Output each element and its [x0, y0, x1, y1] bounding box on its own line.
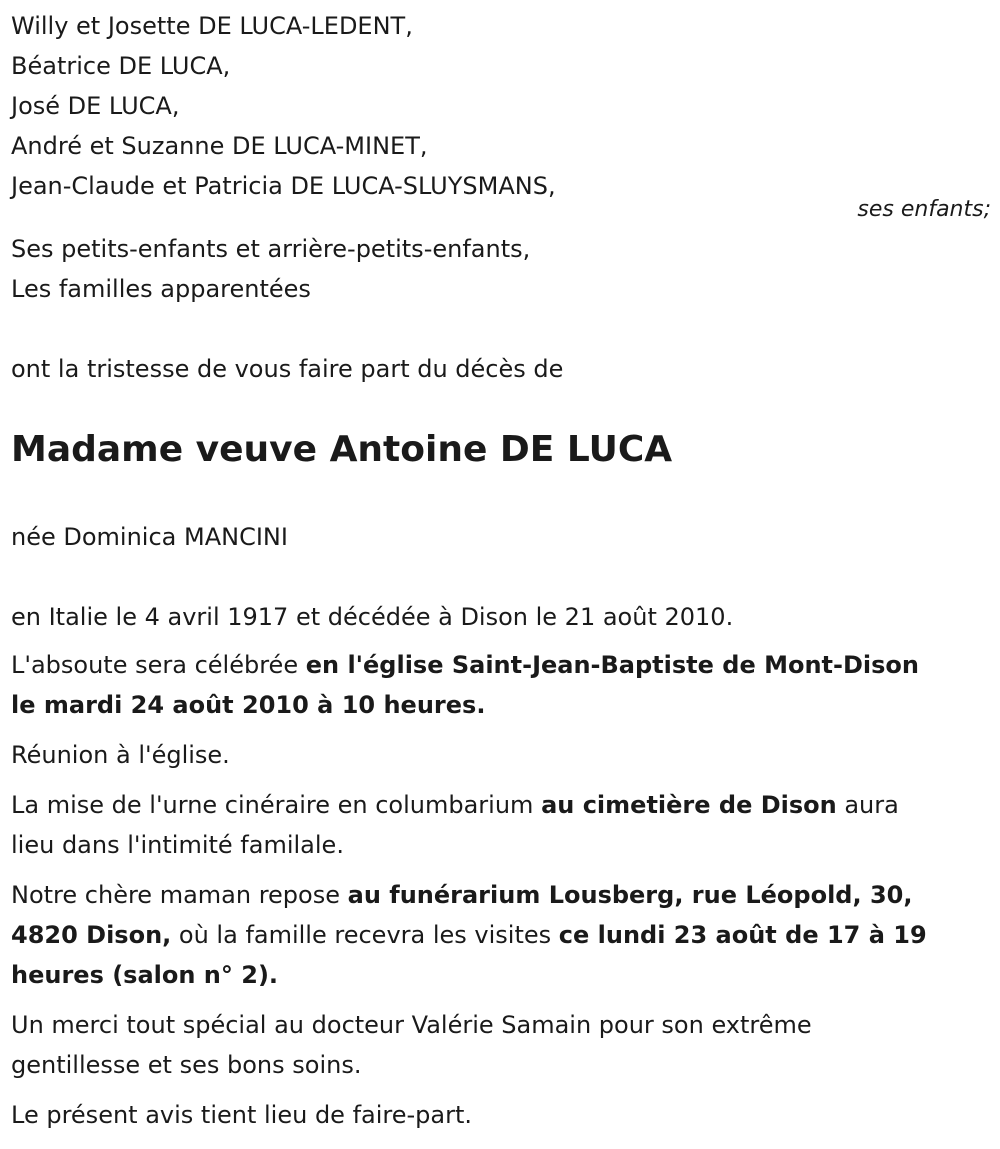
family-line: Béatrice DE LUCA, [11, 52, 231, 80]
absoute-date-line [11, 685, 485, 725]
closing-text: Le présent avis tient lieu de faire-part. [11, 1101, 473, 1129]
family-line: Willy et Josette DE LUCA-LEDENT, [11, 12, 413, 40]
thanks-line: Un merci tout spécial au docteur Valérie Samain pour son extrême [11, 1011, 812, 1039]
reunion-text: Réunion à l'église. [11, 741, 230, 769]
urne-suffix: aura [836, 791, 899, 819]
absoute-date: le mardi 24 août 2010 à 10 heures. [11, 691, 486, 719]
announcement-text: ont la tristesse de vous faire part du décès de [11, 355, 564, 383]
relatives-line: Ses petits-enfants et arrière-petits-enfants, [11, 235, 531, 263]
birth-death-text: en Italie le 4 avril 1917 et décédée à Dison le 21 août 2010. [11, 603, 734, 631]
urne-line-2: lieu dans l'intimité familale. [11, 831, 344, 859]
repose-line [11, 875, 912, 915]
urne-line [11, 785, 899, 825]
repose-visits: ce lundi 23 août de 17 à 19 [558, 921, 927, 949]
repose-visits-2: heures (salon n° 2). [11, 961, 279, 989]
family-line: André et Suzanne DE LUCA-MINET, [11, 132, 428, 160]
repose-prefix: Notre chère maman repose [11, 881, 348, 909]
repose-line-3 [11, 955, 278, 995]
urne-place: au cimetière de Dison [541, 791, 837, 819]
absoute-line [11, 645, 919, 685]
obituary-notice [11, 0, 991, 1149]
repose-mid: où la famille recevra les visites [171, 921, 559, 949]
urne-prefix: La mise de l'urne cinéraire en columbarium [11, 791, 542, 819]
maiden-name: née Dominica MANCINI [11, 523, 288, 551]
absoute-prefix: L'absoute sera célébrée [11, 651, 306, 679]
family-line: Jean-Claude et Patricia DE LUCA-SLUYSMANS, [11, 172, 556, 200]
repose-place: au funérarium Lousberg, rue Léopold, 30, [347, 881, 913, 909]
family-line: José DE LUCA, [11, 92, 180, 120]
absoute-place: en l'église Saint-Jean-Baptiste de Mont-Dison [305, 651, 919, 679]
repose-line-2 [11, 915, 927, 955]
family-role: ses enfants; [857, 197, 991, 222]
deceased-name: Madame veuve Antoine DE LUCA [11, 429, 673, 470]
repose-place-2: 4820 Dison, [11, 921, 172, 949]
relatives-line: Les familles apparentées [11, 275, 311, 303]
thanks-line-2: gentillesse et ses bons soins. [11, 1051, 362, 1079]
